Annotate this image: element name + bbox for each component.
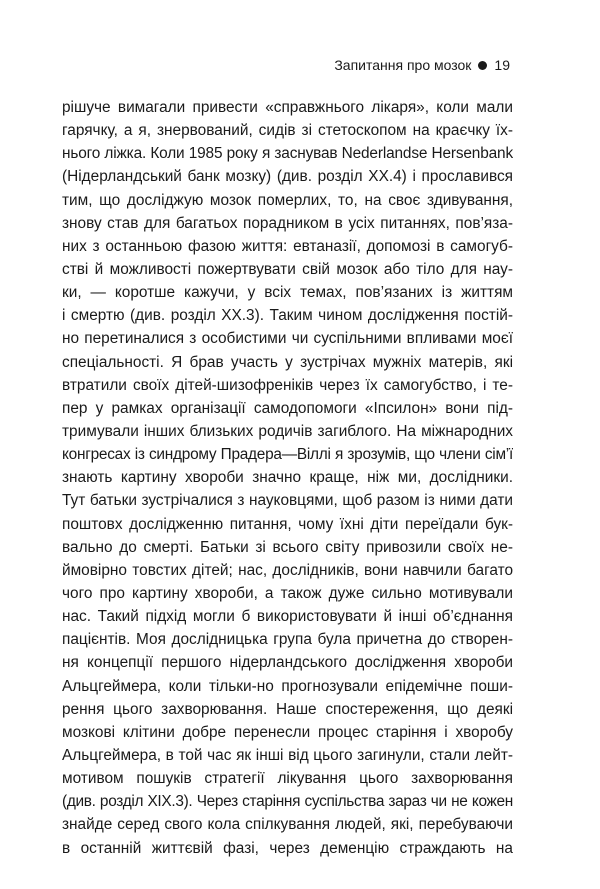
text-line: знають картину хвороби значно краще, ніж ми, дослідники. — [62, 469, 513, 487]
text-line: і смертю (див. розділ XX.3). Таким чином дослідження постій- — [62, 307, 513, 325]
text-line: мотивом пошуків стратегії лікування цього захворювання — [62, 770, 513, 788]
text-line: знайде серед свого кола спілкування людей, які, перебуваючи — [62, 816, 513, 834]
text-line: Тут батьки зустрічалися з науковцями, щоб разом із ними дати — [62, 492, 513, 510]
text-line: в останній життєвій фазі, через деменцію страждають на — [62, 839, 513, 857]
text-line: (див. розділ XIX.3). Через старіння суспільства зараз чи не кожен — [62, 793, 513, 811]
text-line: тримували інших близьких родичів загиблого. На міжнародних — [62, 422, 513, 440]
text-line: мозкові клітини добре перенесли процес старіння і хворобу — [62, 723, 513, 741]
text-line: тим, що досліджую мозок померлих, то, на своє здивування, — [62, 191, 513, 209]
bullet-icon — [478, 61, 487, 70]
text-line: ки, — коротше кажучи, у всіх темах, пов’язаних із життям — [62, 284, 513, 302]
text-line: но перетиналися з особистими чи суспільними впливами моєї — [62, 330, 513, 348]
text-line: гарячку, а я, знервований, сидів зі стетоскопом на краєчку їх- — [62, 122, 513, 140]
text-line: них з останньою фазою життя: евтаназії, допомозі в самогуб- — [62, 237, 513, 255]
text-line: ня концепції першого нідерландського дослідження хвороби — [62, 654, 513, 672]
text-line: Альцгеймера, в той час як інші від цього загинули, стали лейт- — [62, 746, 513, 764]
text-line: знову став для багатьох порадником в усіх питаннях, пов’яза- — [62, 214, 513, 232]
running-head-title: Запитання про мозок — [334, 57, 472, 73]
text-line: рішуче вимагали привести «справжнього лікаря», коли мали — [62, 99, 513, 116]
text-line: конгресах із синдрому Прадера—Віллі я зрозумів, що члени сім’ї — [62, 446, 513, 464]
text-line: нього ліжка. Коли 1985 року я заснував Nederlandse Hersenbank — [62, 145, 513, 163]
running-head — [334, 57, 510, 73]
text-line: поштовх дослідженню питання, чому їхні діти переїдали бук- — [62, 515, 513, 533]
text-line: чого про картину хвороби, а також дуже сильно мотивували — [62, 584, 513, 602]
text-line: спеціальності. Я брав участь у зустрічах мужніх матерів, які — [62, 353, 513, 371]
text-line: пацієнтів. Моя дослідницька група була причетна до створен- — [62, 631, 513, 649]
text-line: нас. Такий підхід могли б використовувати й інші об’єднання — [62, 608, 513, 626]
text-line: втратили своїх дітей-шизофреніків через їх самогубство, і те- — [62, 376, 513, 394]
text-line: стві й можливості пожертвувати свій мозок або тіло для нау- — [62, 260, 513, 278]
text-line: ймовірно товстих дітей; нас, дослідників, вони навчили багато — [62, 561, 513, 579]
text-line: вально до смерті. Батьки зі всього світу привозили своїх не- — [62, 538, 513, 556]
body-text — [62, 96, 513, 860]
page-number: 19 — [494, 57, 510, 73]
text-line: пер у рамках організації самодопомоги «Іпсилон» вони під- — [62, 399, 513, 417]
text-line: (Нідерландський банк мозку) (див. розділ XX.4) і прославився — [62, 168, 513, 186]
text-line: рення цього захворювання. Наше спостереження, що деякі — [62, 700, 513, 718]
text-line: Альцгеймера, коли тільки-но прогнозували епідемічне поши- — [62, 677, 513, 695]
